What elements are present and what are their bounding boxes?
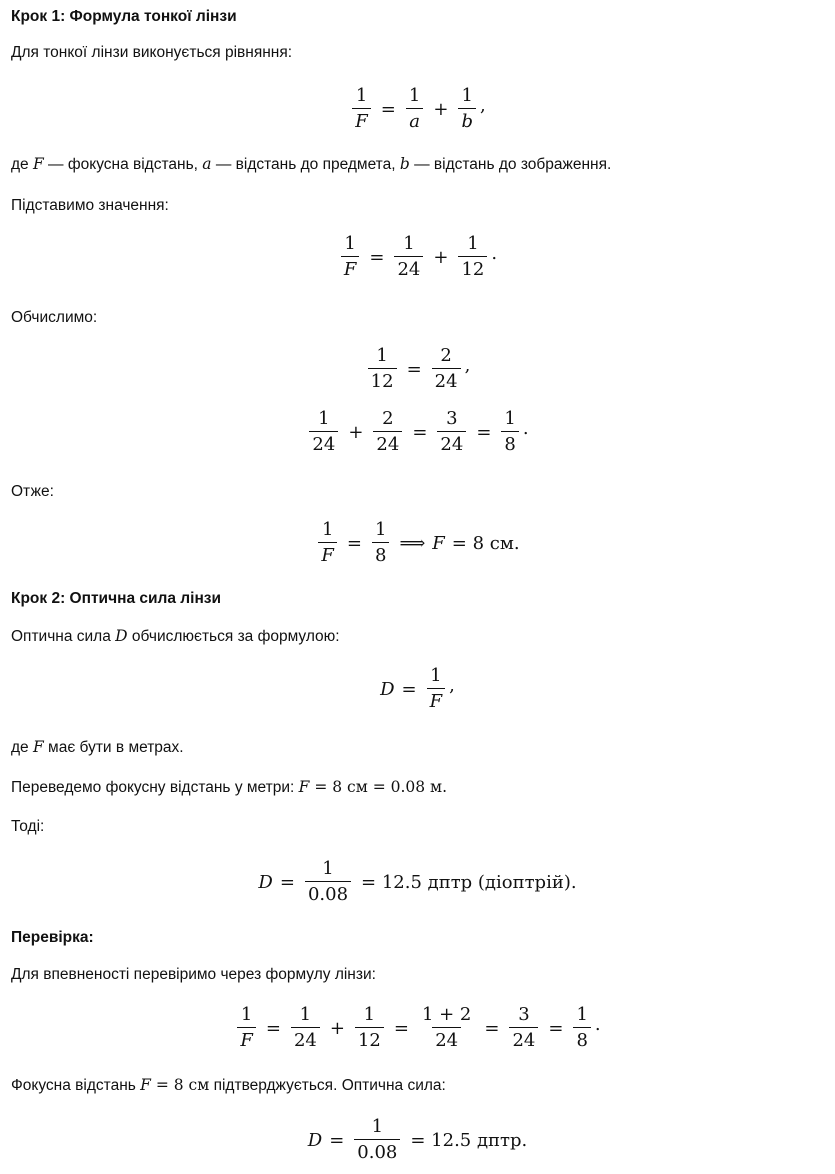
optical-power-formula: D = $\frac{1}{F}$ , — [380, 665, 455, 712]
step2-intro: Оптична сила D обчислюється за формулою: — [11, 627, 340, 645]
fraction: $\frac{1}{F}$ — [427, 666, 446, 712]
fraction: $\frac{1}{F}$ — [352, 86, 371, 132]
fraction: $\frac{1 + 2}{24}$ — [421, 1004, 472, 1051]
fraction: $\frac{1}{0.08}$ — [354, 1117, 400, 1163]
lens-equation-substituted: $\frac{1}{F}$ = $\frac{1}{24}$ + $\frac{1}{12}$ . — [0, 234, 835, 280]
fraction: $\frac{1}{12}$ — [355, 1005, 384, 1051]
equivalent-fractions: $\frac{1}{12}$ = $\frac{2}{24}$ , — [0, 346, 835, 392]
optical-power-check: D = $\frac{1}{0.08}$ = 12.5 дптр. — [307, 1116, 528, 1163]
step1-heading: Крок 1: Формула тонкої лінзи — [11, 8, 237, 25]
fraction: $\frac{1}{8}$ — [501, 409, 518, 455]
step1-intro: Для тонкої лінзи виконується рівняння: — [11, 44, 293, 61]
check-intro: Для впевненості перевіримо через формулу лінзи: — [11, 966, 376, 983]
fraction: $\frac{1}{F}$ — [237, 1005, 256, 1051]
step2-convert-line: Переведемо фокусну відстань у метри: F = 8 см = 0.08 м. — [11, 778, 448, 796]
fraction: $\frac{1}{a}$ — [406, 86, 423, 132]
step1-therefore: Отже: — [11, 483, 54, 500]
focal-length-result: $\frac{1}{F}$ = $\frac{1}{8}$ ⟹ F = 8 см. — [0, 520, 835, 566]
lens-equation-check: $\frac{1}{F}$ = $\frac{1}{24}$ + $\frac{1}{12}$ = $\frac{1 + 2}{24}$ = $\frac{3}{24}$ = $\frac{1}{8}$ . — [0, 1005, 835, 1051]
fraction: $\frac{1}{24}$ — [309, 409, 338, 455]
step2-where-line: де F має бути в метрах. — [11, 738, 184, 756]
fraction: $\frac{1}{24}$ — [291, 1005, 320, 1051]
fraction: $\frac{1}{24}$ — [394, 234, 423, 280]
check-confirmation: Фокусна відстань F = 8 см підтверджується. Оптична сила: — [11, 1076, 446, 1094]
optical-power-result: D = $\frac{1}{0.08}$ = 12.5 дптр (діоптрій). — [258, 858, 577, 905]
fraction: $\frac{2}{24}$ — [432, 346, 461, 392]
fraction-sum: $\frac{1}{24}$ + $\frac{2}{24}$ = $\frac{3}{24}$ = $\frac{1}{8}$ . — [0, 409, 835, 455]
fraction: $\frac{1}{b}$ — [458, 86, 476, 132]
fraction: $\frac{1}{12}$ — [368, 346, 397, 392]
check-heading: Перевірка: — [11, 929, 94, 946]
fraction: $\frac{3}{24}$ — [509, 1005, 538, 1051]
fraction: $\frac{1}{12}$ — [458, 234, 487, 280]
fraction: $\frac{1}{F}$ — [341, 234, 360, 280]
step2-heading: Крок 2: Оптична сила лінзи — [11, 590, 222, 607]
fraction: $\frac{2}{24}$ — [373, 409, 402, 455]
step1-substitute: Підставимо значення: — [11, 197, 169, 214]
fraction: $\frac{1}{8}$ — [372, 520, 389, 566]
step2-then: Тоді: — [11, 818, 45, 835]
fraction: $\frac{1}{8}$ — [573, 1005, 590, 1051]
fraction: $\frac{3}{24}$ — [437, 409, 466, 455]
step1-compute: Обчислимо: — [11, 309, 98, 326]
step1-where-line: де F — фокусна відстань, a — відстань до предмета, b — відстань до зображення. — [11, 155, 612, 173]
fraction: $\frac{1}{F}$ — [318, 520, 337, 566]
lens-equation-general: $\frac{1}{F}$ = $\frac{1}{a}$ + $\frac{1}{b}$ , — [0, 86, 835, 132]
fraction: $\frac{1}{0.08}$ — [305, 859, 351, 905]
